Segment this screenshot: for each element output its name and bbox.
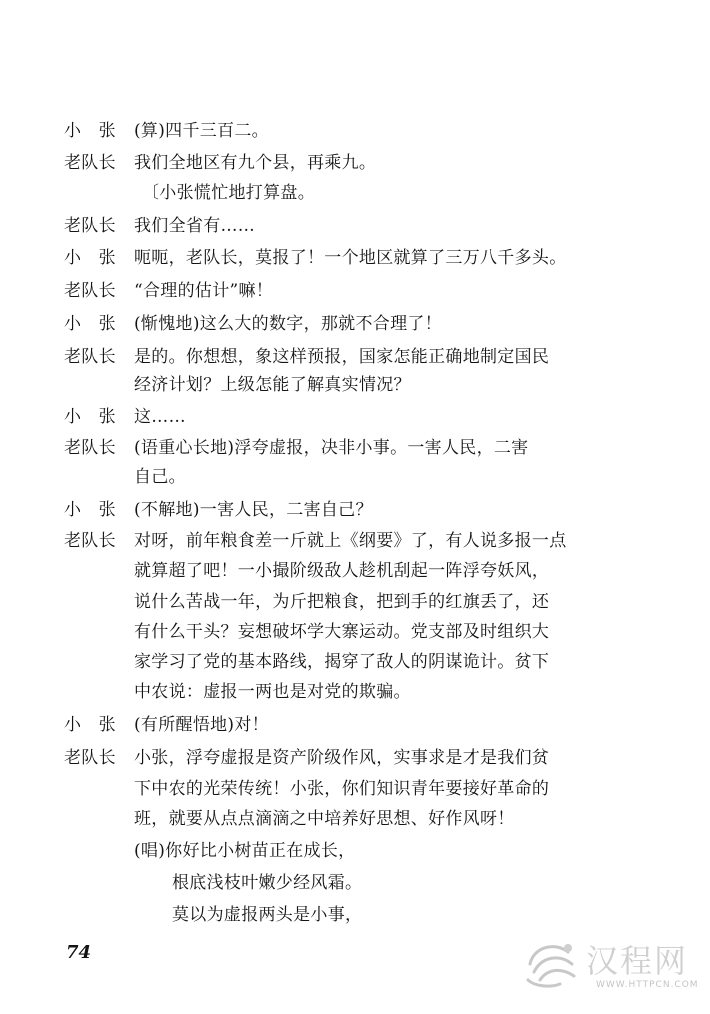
dialogue-text: 中农说：虚报一两也是对党的欺骗。	[134, 682, 411, 702]
watermark-url: WWW.HTTPCN.COM	[596, 980, 699, 990]
speaker-name: 老队长	[64, 438, 116, 458]
dialogue-text: 我们全地区有九个县，再乘九。	[134, 153, 377, 173]
speaker-name: 小 张	[64, 500, 116, 520]
dialogue-text: 对呀，前年粮食差一斤就上《纲要》了，有人说多报一点	[134, 531, 567, 551]
page-number: 74	[66, 942, 92, 963]
speaker-name: 小 张	[64, 314, 116, 334]
dialogue-text: 说什么苦战一年，为斤把粮食，把到手的红旗丢了，还	[134, 592, 550, 612]
dialogue-text: 就算超了吧！一小撮阶级敌人趁机刮起一阵浮夸妖风，	[134, 561, 550, 581]
dialogue-text: 班，就要从点点滴滴之中培养好思想、好作风呀！	[134, 809, 515, 829]
dialogue-text: “合理的估计”嘛！	[134, 281, 274, 301]
song-text: (唱)你好比小树苗正在成长，	[134, 841, 356, 861]
dialogue-text: 呃呃，老队长，莫报了！一个地区就算了三万八千多头。	[134, 248, 567, 268]
speaker-name: 老队长	[64, 216, 116, 236]
speaker-name: 老队长	[64, 748, 116, 768]
song-text: 根底浅枝叶嫩少经风霜。	[172, 873, 363, 893]
dialogue-text: 自己。	[134, 467, 186, 487]
dialogue-text: 这……	[134, 407, 186, 427]
dialogue-text: 我们全省有……	[134, 216, 256, 236]
dialogue-text: (惭愧地)这么大的数字，那就不合理了！	[134, 314, 442, 334]
watermark	[520, 930, 700, 1000]
dialogue-text: (语重心长地)浮夸虚报，决非小事。一害人民，二害	[134, 438, 529, 458]
speaker-name: 小 张	[64, 248, 116, 268]
dialogue-text: 家学习了党的基本路线，揭穿了敌人的阴谋诡计。贫下	[134, 652, 550, 672]
speaker-name: 小 张	[64, 121, 116, 141]
watermark-title: 汉程网	[586, 942, 689, 980]
dialogue-text: 小张，浮夸虚报是资产阶级作风，实事求是才是我们贫	[134, 748, 550, 768]
dialogue-text: (有所醒悟地)对！	[134, 715, 269, 735]
song-text: 莫以为虚报两头是小事，	[172, 905, 363, 925]
speaker-name: 老队长	[64, 531, 116, 551]
speaker-name: 老队长	[64, 153, 116, 173]
dialogue-text: (算)四千三百二。	[134, 121, 269, 141]
speaker-name: 小 张	[64, 715, 116, 735]
dialogue-text: 是的。你想想，象这样预报，国家怎能正确地制定国民	[134, 347, 550, 367]
speaker-name: 老队长	[64, 281, 116, 301]
hanchengwang-logo-icon	[520, 934, 584, 990]
dialogue-text: 经济计划？上级怎能了解真实情况？	[134, 375, 411, 395]
stage-direction: 〔小张慌忙地打算盘。	[142, 183, 315, 203]
speaker-name: 小 张	[64, 407, 116, 427]
dialogue-text: (不解地)一害人民，二害自己？	[134, 500, 373, 520]
dialogue-text: 下中农的光荣传统！小张，你们知识青年要接好革命的	[134, 779, 550, 799]
dialogue-text: 有什么干头？妄想破坏学大寨运动。党支部及时组织大	[134, 622, 550, 642]
speaker-name: 老队长	[64, 347, 116, 367]
